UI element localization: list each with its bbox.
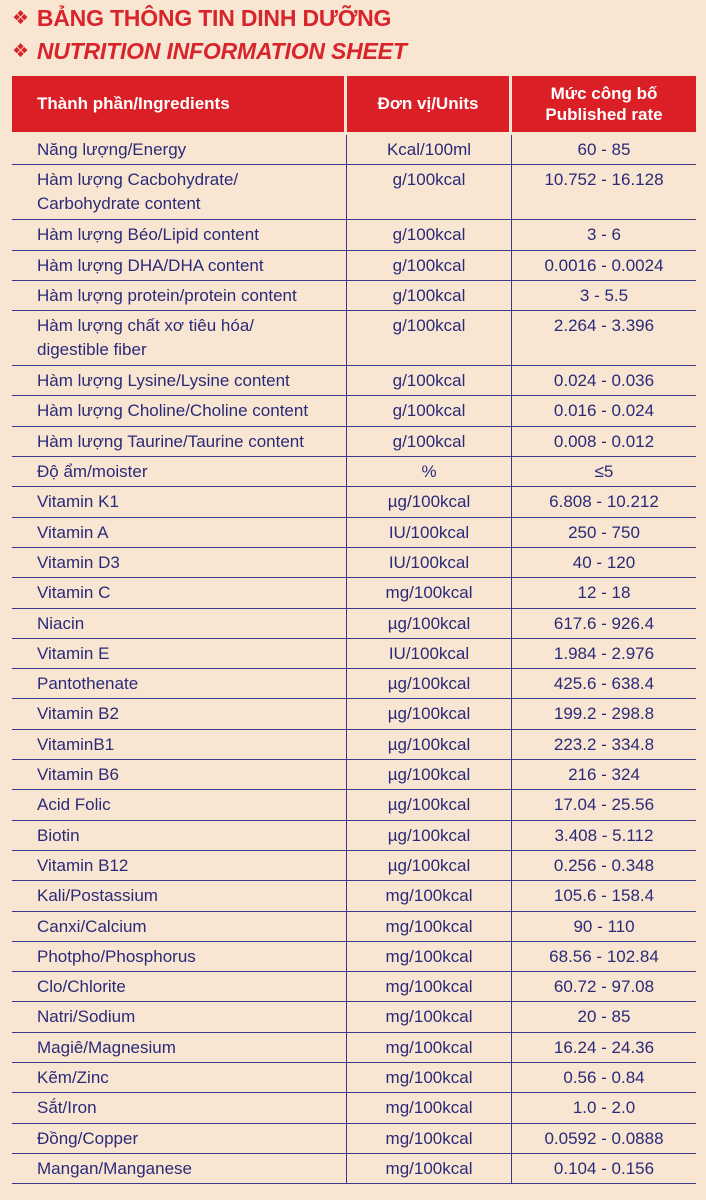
ingredient-cell: Pantothenate [12,669,347,698]
table-row [12,730,696,760]
rate-cell: 10.752 - 16.128 [544,170,664,190]
ingredient-cell: Sắt/Iron [12,1093,347,1122]
ingredient-cell: Hàm lượng Choline/Choline content [12,396,347,425]
rate-cell: 0.256 - 0.348 [553,855,655,875]
rate-cell: 6.808 - 10.212 [549,492,659,512]
header-ingredients: Thành phần/Ingredients [12,76,344,132]
ingredient-cell: Hàm lượng protein/protein content [12,281,347,310]
title-english-text: NUTRITION INFORMATION SHEET [36,38,407,64]
title-vietnamese-text: BẢNG THÔNG TIN DINH DƯỠNG [36,5,392,31]
rate-cell: 20 - 85 [577,1007,631,1027]
ingredient-cell: Hàm lượng Béo/Lipid content [12,220,347,249]
table-row [12,548,696,578]
unit-cell: g/100kcal [347,251,512,280]
ingredient-cell: VitaminB1 [12,730,347,759]
ingredient-cell: Vitamin C [12,578,347,607]
table-row [12,1033,696,1063]
table-row [12,669,696,699]
ingredient-cell: Vitamin B12 [12,851,347,880]
ingredient-cell: Acid Folic [12,790,347,819]
unit-cell: µg/100kcal [347,821,512,850]
table-body [12,135,696,1184]
unit-cell: mg/100kcal [347,1002,512,1031]
unit-cell: mg/100kcal [347,881,512,910]
rate-cell: 0.024 - 0.036 [553,371,655,391]
ingredient-cell: Vitamin K1 [12,487,347,516]
unit-cell: mg/100kcal [347,1124,512,1153]
unit-cell: g/100kcal [347,165,512,219]
unit-cell: g/100kcal [347,396,512,425]
ingredient-cell: Độ ẩm/moister [12,457,347,486]
unit-cell: mg/100kcal [347,578,512,607]
unit-cell: µg/100kcal [347,669,512,698]
ingredient-cell: Clo/Chlorite [12,972,347,1001]
ingredient-cell: Đồng/Copper [12,1124,347,1153]
ingredient-cell: Kali/Postassium [12,881,347,910]
table-row [12,851,696,881]
rate-cell: 3 - 6 [586,225,622,245]
unit-cell: IU/100kcal [347,639,512,668]
unit-cell: g/100kcal [347,311,512,365]
table-row [12,1124,696,1154]
table-header [12,76,696,132]
ingredient-cell: Magiê/Magnesium [12,1033,347,1062]
unit-cell: mg/100kcal [347,912,512,941]
ingredient-cell: Vitamin B6 [12,760,347,789]
unit-cell: g/100kcal [347,281,512,310]
rate-cell: 0.0592 - 0.0888 [544,1128,664,1148]
ingredient-cell: Vitamin B2 [12,699,347,728]
unit-cell: g/100kcal [347,427,512,456]
ingredient-cell: Hàm lượng Lysine/Lysine content [12,366,347,395]
table-row [12,311,696,366]
unit-cell: µg/100kcal [347,851,512,880]
table-row [12,639,696,669]
rate-cell: 12 - 18 [577,583,631,603]
table-row [12,518,696,548]
ingredient-cell: Hàm lượng Cacbohydrate/ Carbohydrate content [12,165,347,219]
ingredient-cell: Mangan/Manganese [12,1154,347,1183]
table-row [12,1002,696,1032]
table-row [12,135,696,165]
unit-cell: IU/100kcal [347,548,512,577]
table-row [12,457,696,487]
unit-cell: µg/100kcal [347,760,512,789]
rate-cell: 3.408 - 5.112 [554,825,654,845]
rate-cell: 1.0 - 2.0 [572,1098,636,1118]
ingredient-cell: Biotin [12,821,347,850]
rate-cell: ≤5 [594,462,614,482]
table-row [12,578,696,608]
table-row [12,609,696,639]
table-row [12,251,696,281]
header-rate-vi: Mức công bố [550,84,658,103]
unit-cell: µg/100kcal [347,609,512,638]
rate-cell: 617.6 - 926.4 [553,613,655,633]
rate-cell: 1.984 - 2.976 [553,643,655,663]
table-row [12,699,696,729]
ingredient-cell: Niacin [12,609,347,638]
rate-cell: 216 - 324 [568,765,640,785]
ingredient-cell: Hàm lượng chất xơ tiêu hóa/ digestible fiber [12,311,347,365]
unit-cell: µg/100kcal [347,730,512,759]
rate-cell: 250 - 750 [568,522,640,542]
rate-cell: 40 - 120 [572,552,636,572]
rate-cell: 0.016 - 0.024 [553,401,655,421]
rate-cell: 105.6 - 158.4 [553,886,655,906]
table-row [12,1063,696,1093]
table-row [12,760,696,790]
ingredient-cell: Hàm lượng Taurine/Taurine content [12,427,347,456]
rate-cell: 3 - 5.5 [579,285,629,305]
rate-cell: 0.0016 - 0.0024 [544,255,664,275]
title-english [12,38,407,65]
rate-cell: 60.72 - 97.08 [553,977,655,997]
ingredient-cell: Vitamin D3 [12,548,347,577]
unit-cell: g/100kcal [347,366,512,395]
table-row [12,281,696,311]
ingredient-cell: Natri/Sodium [12,1002,347,1031]
ingredient-cell: Vitamin A [12,518,347,547]
table-row [12,1093,696,1123]
table-row [12,881,696,911]
table-row [12,790,696,820]
ingredient-cell: Kẽm/Zinc [12,1063,347,1092]
rate-cell: 223.2 - 334.8 [553,734,655,754]
rate-cell: 0.008 - 0.012 [553,431,655,451]
unit-cell: % [347,457,512,486]
rate-cell: 0.56 - 0.84 [563,1068,645,1088]
unit-cell: Kcal/100ml [347,135,512,164]
table-row [12,220,696,250]
rate-cell: 0.104 - 0.156 [553,1158,655,1178]
unit-cell: mg/100kcal [347,1093,512,1122]
table-row [12,912,696,942]
table-row [12,427,696,457]
unit-cell: mg/100kcal [347,972,512,1001]
unit-cell: IU/100kcal [347,518,512,547]
rate-cell: 2.264 - 3.396 [553,316,655,336]
unit-cell: mg/100kcal [347,1154,512,1183]
rate-cell: 68.56 - 102.84 [549,946,659,966]
rate-cell: 17.04 - 25.56 [553,795,655,815]
header-published-rate [512,76,696,132]
table-row [12,396,696,426]
unit-cell: mg/100kcal [347,1033,512,1062]
unit-cell: µg/100kcal [347,487,512,516]
table-row [12,942,696,972]
unit-cell: mg/100kcal [347,942,512,971]
ingredient-cell: Năng lượng/Energy [12,135,347,164]
rate-cell: 16.24 - 24.36 [553,1037,655,1057]
table-row [12,1154,696,1184]
ingredient-cell: Hàm lượng DHA/DHA content [12,251,347,280]
unit-cell: mg/100kcal [347,1063,512,1092]
header-rate-en: Published rate [545,105,663,124]
rate-cell: 60 - 85 [577,140,631,159]
ingredient-cell: Vitamin E [12,639,347,668]
unit-cell: g/100kcal [347,220,512,249]
table-row [12,972,696,1002]
rate-cell: 425.6 - 638.4 [553,674,655,694]
unit-cell: µg/100kcal [347,699,512,728]
ingredient-cell: Canxi/Calcium [12,912,347,941]
table-row [12,487,696,517]
rate-cell: 199.2 - 298.8 [553,704,655,724]
table-row [12,366,696,396]
header-units: Đơn vị/Units [347,76,509,132]
ingredient-cell: Photpho/Phosphorus [12,942,347,971]
table-row [12,165,696,220]
diamond-bullet-icon: ❖ [12,41,29,62]
unit-cell: µg/100kcal [347,790,512,819]
title-vietnamese [12,5,391,32]
table-row [12,821,696,851]
nutrition-table [12,76,696,1184]
rate-cell: 90 - 110 [573,916,635,936]
diamond-bullet-icon: ❖ [12,8,29,29]
